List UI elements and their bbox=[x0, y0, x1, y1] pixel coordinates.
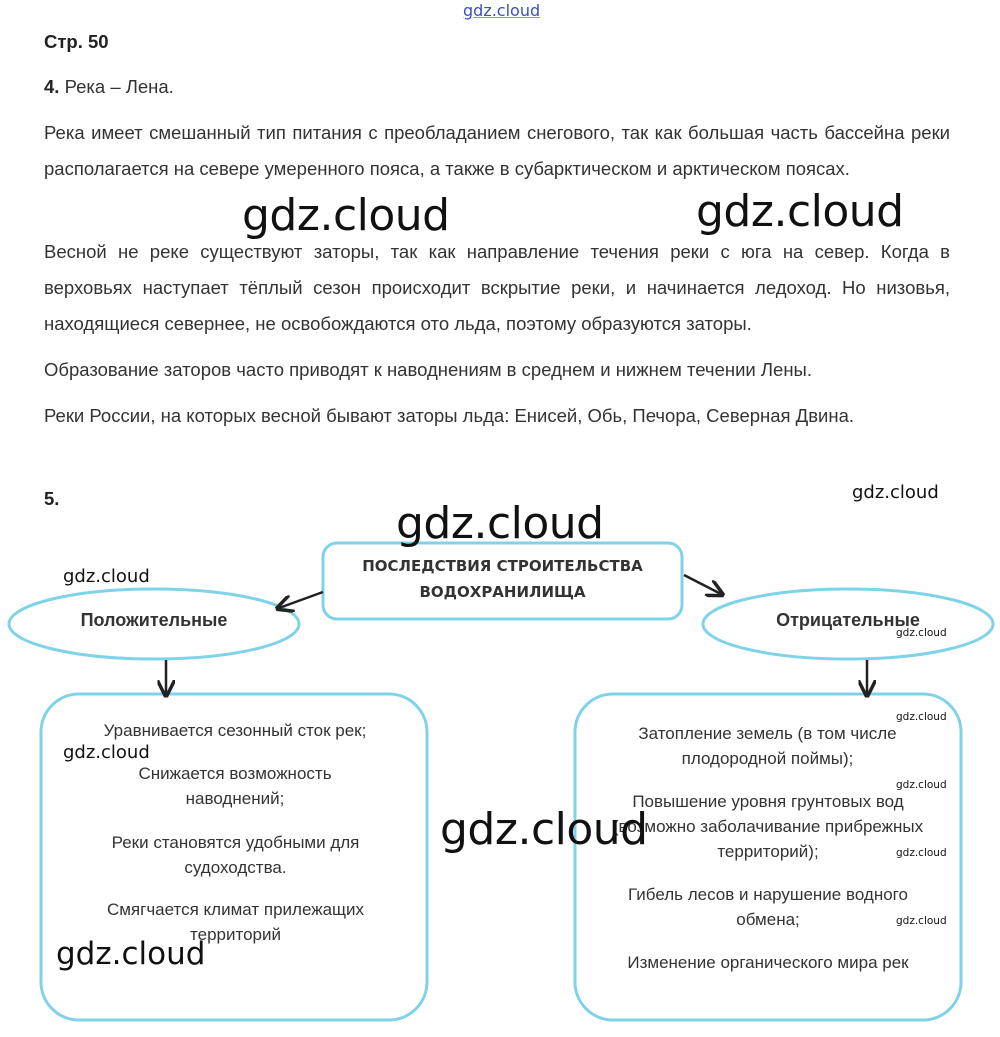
watermark-large-2: gdz.cloud bbox=[696, 186, 904, 237]
watermark-small-1: gdz.cloud bbox=[896, 627, 947, 639]
watermark-large-5: gdz.cloud bbox=[56, 936, 206, 972]
negative-label: Отрицательные bbox=[776, 610, 920, 630]
negative-item-4: Изменение органического мира рек bbox=[627, 953, 909, 972]
task-4-paragraph-4: Реки России, на которых весной бывают заторы льда: Енисей, Обь, Печора, Северная Двина. bbox=[44, 405, 855, 426]
positive-label: Положительные bbox=[80, 610, 228, 630]
watermark-medium-2: gdz.cloud bbox=[63, 566, 150, 587]
arrow-to-negative bbox=[684, 575, 721, 594]
diagram-main-title bbox=[323, 553, 682, 605]
task-4-paragraph-3: Образование заторов часто приводят к наводнениям в среднем и нижнем течении Лены. bbox=[44, 359, 812, 380]
watermark-medium-3: gdz.cloud bbox=[63, 742, 150, 763]
watermark-large-3: gdz.cloud bbox=[396, 498, 604, 549]
positive-item-3: Реки становятся удобными для судоходства. bbox=[111, 833, 360, 877]
negative-item-3: Гибель лесов и нарушение водного обмена; bbox=[628, 885, 908, 929]
watermark-large-1: gdz.cloud bbox=[242, 190, 450, 241]
task-4-number: 4. bbox=[44, 76, 60, 97]
watermark-medium-1: gdz.cloud bbox=[852, 482, 939, 503]
positive-item-4: Смягчается климат прилежащих территорий bbox=[106, 900, 365, 944]
watermark-top: gdz.cloud bbox=[463, 1, 541, 20]
positive-item-2: Снижается возможность наводнений; bbox=[138, 764, 332, 808]
task-4-paragraph-2: Весной не реке существуют заторы, так как направление течения реки с юга на север. Когда в верховьях наступает тёплый сезон происходит вскрытие реки, и начинается ледоход. Но низовья, находящиеся севернее, не освобождаются ото льда, поэтому образуются заторы. bbox=[44, 241, 950, 334]
task-5-number: 5. bbox=[44, 488, 60, 509]
task-4-paragraph-1: Река имеет смешанный тип питания с преобладанием снегового, так как большая часть бассейна реки располагается на севере умеренного пояса, а также в субарктическом и арктическом поясах. bbox=[44, 122, 950, 179]
main-title-line-1: ПОСЛЕДСТВИЯ СТРОИТЕЛЬСТВА bbox=[362, 557, 643, 575]
positive-item-1: Уравнивается сезонный сток рек; bbox=[103, 721, 367, 740]
main-title-line-2: ВОДОХРАНИЛИЩА bbox=[419, 583, 586, 601]
watermark-small-5: gdz.cloud bbox=[896, 915, 947, 927]
watermark-small-4: gdz.cloud bbox=[896, 847, 947, 859]
negative-item-2: Повышение уровня грунтовых вод (возможно заболачивание прибрежных территорий); bbox=[612, 792, 924, 861]
task-4-title: Река – Лена. bbox=[64, 76, 174, 97]
watermark-small-3: gdz.cloud bbox=[896, 779, 947, 791]
page-number: Стр. 50 bbox=[44, 31, 109, 52]
watermark-small-2: gdz.cloud bbox=[896, 711, 947, 723]
negative-item-1: Затопление земель (в том числе плодородной поймы); bbox=[638, 724, 897, 768]
watermark-large-4: gdz.cloud bbox=[440, 804, 648, 855]
arrow-to-positive bbox=[279, 592, 323, 608]
